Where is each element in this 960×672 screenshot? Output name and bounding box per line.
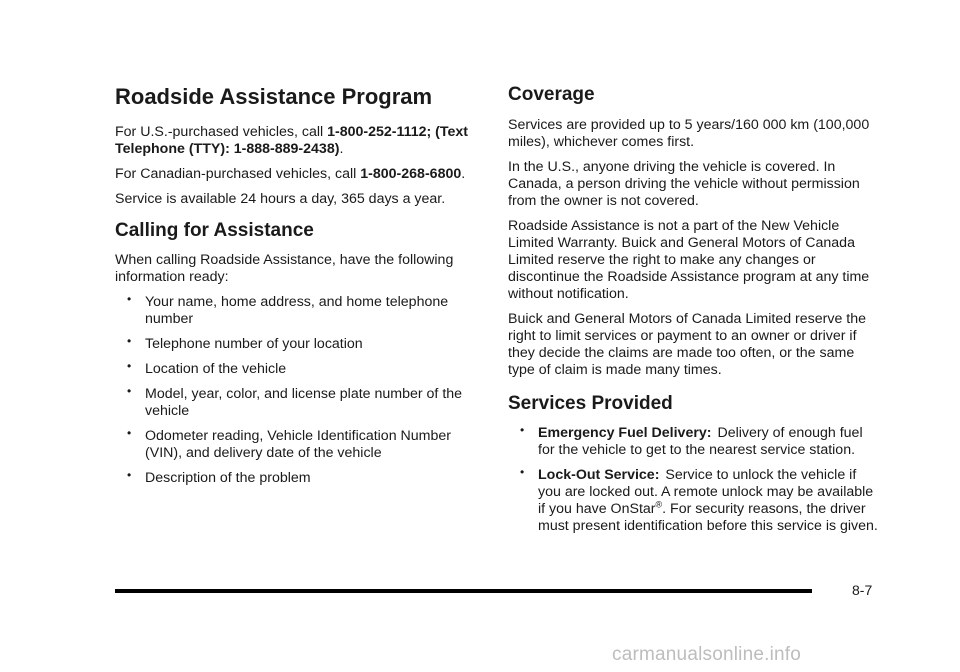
page-number: 8-7 [852, 582, 873, 598]
registered-mark: ® [655, 499, 663, 510]
service-item-lockout [520, 465, 878, 535]
list-item: • Your name, home address, and home telephone number [127, 292, 449, 327]
right-column [508, 84, 878, 543]
list-item: • Description of the problem [127, 468, 311, 486]
service-item-fuel [520, 423, 878, 459]
page-title: Roadside Assistance Program [115, 84, 433, 109]
service-text-continued: . For security reasons, the driver must present identification before this service is given. [538, 501, 878, 534]
bullet-icon: • [127, 384, 132, 398]
service-text: Delivery of enough fuel for the vehicle to get to the nearest service station. [538, 425, 863, 458]
calling-intro: When calling Roadside Assistance, have the following information ready: [115, 252, 454, 285]
services-list [508, 425, 878, 535]
bullet-icon: • [127, 426, 132, 440]
bullet-icon: • [520, 465, 525, 479]
list-item: • Model, year, color, and license plate number of the vehicle [127, 384, 463, 419]
calling-heading: Calling for Assistance [115, 220, 314, 241]
bullet-icon: • [127, 468, 132, 482]
bullet-icon: • [127, 334, 132, 348]
coverage-paragraph: Buick and General Motors of Canada Limited reserve the right to limit services or payment to an owner or driver if they decide the claims are made too often, or the same type of claim is made many times. [508, 311, 867, 378]
availability-text: Service is available 24 hours a day, 365 days a year. [115, 191, 446, 207]
service-label: Lock-Out Service: [538, 467, 660, 483]
watermark: carmanualsonline.info [612, 644, 802, 665]
service-label: Emergency Fuel Delivery: [538, 425, 712, 441]
coverage-paragraph: Services are provided up to 5 years/160 000 km (100,000 miles), whichever comes first. [508, 117, 870, 150]
bullet-icon: • [127, 359, 132, 373]
list-item: • Telephone number of your location [127, 334, 363, 352]
coverage-paragraph: In the U.S., anyone driving the vehicle is covered. In Canada, a person driving the vehicle without permission from the owner is not covered. [508, 159, 860, 209]
list-item: • Location of the vehicle [127, 359, 287, 377]
coverage-paragraph: Roadside Assistance is not a part of the New Vehicle Limited Warranty. Buick and General Motors of Canada Limited reserve the right to make any changes or discontinue the Roadside Assistance program at any time without notification. [508, 218, 870, 302]
checklist [115, 294, 475, 487]
coverage-heading: Coverage [508, 84, 595, 105]
canada-call-paragraph: For Canadian-purchased vehicles, call 1-800-268-6800. [115, 166, 466, 182]
bullet-icon: • [520, 423, 525, 437]
canada-phone-number: 1-800-268-6800 [360, 166, 462, 182]
list-item: • Odometer reading, Vehicle Identification Number (VIN), and delivery date of the vehicle [127, 426, 451, 461]
services-heading: Services Provided [508, 393, 673, 414]
bullet-icon: • [127, 292, 132, 306]
us-call-paragraph: For U.S.-purchased vehicles, call 1-800-252-1112; (Text Telephone (TTY): 1-888-889-2438). [115, 124, 469, 157]
us-phone-numbers: 1-800-252-1112; (Text Telephone (TTY): 1-888-889-2438) [115, 124, 469, 157]
service-text: Service to unlock the vehicle if you are locked out. A remote unlock may be available if you have OnStar [538, 467, 874, 517]
footer-rule [115, 589, 812, 593]
left-column [115, 84, 475, 495]
